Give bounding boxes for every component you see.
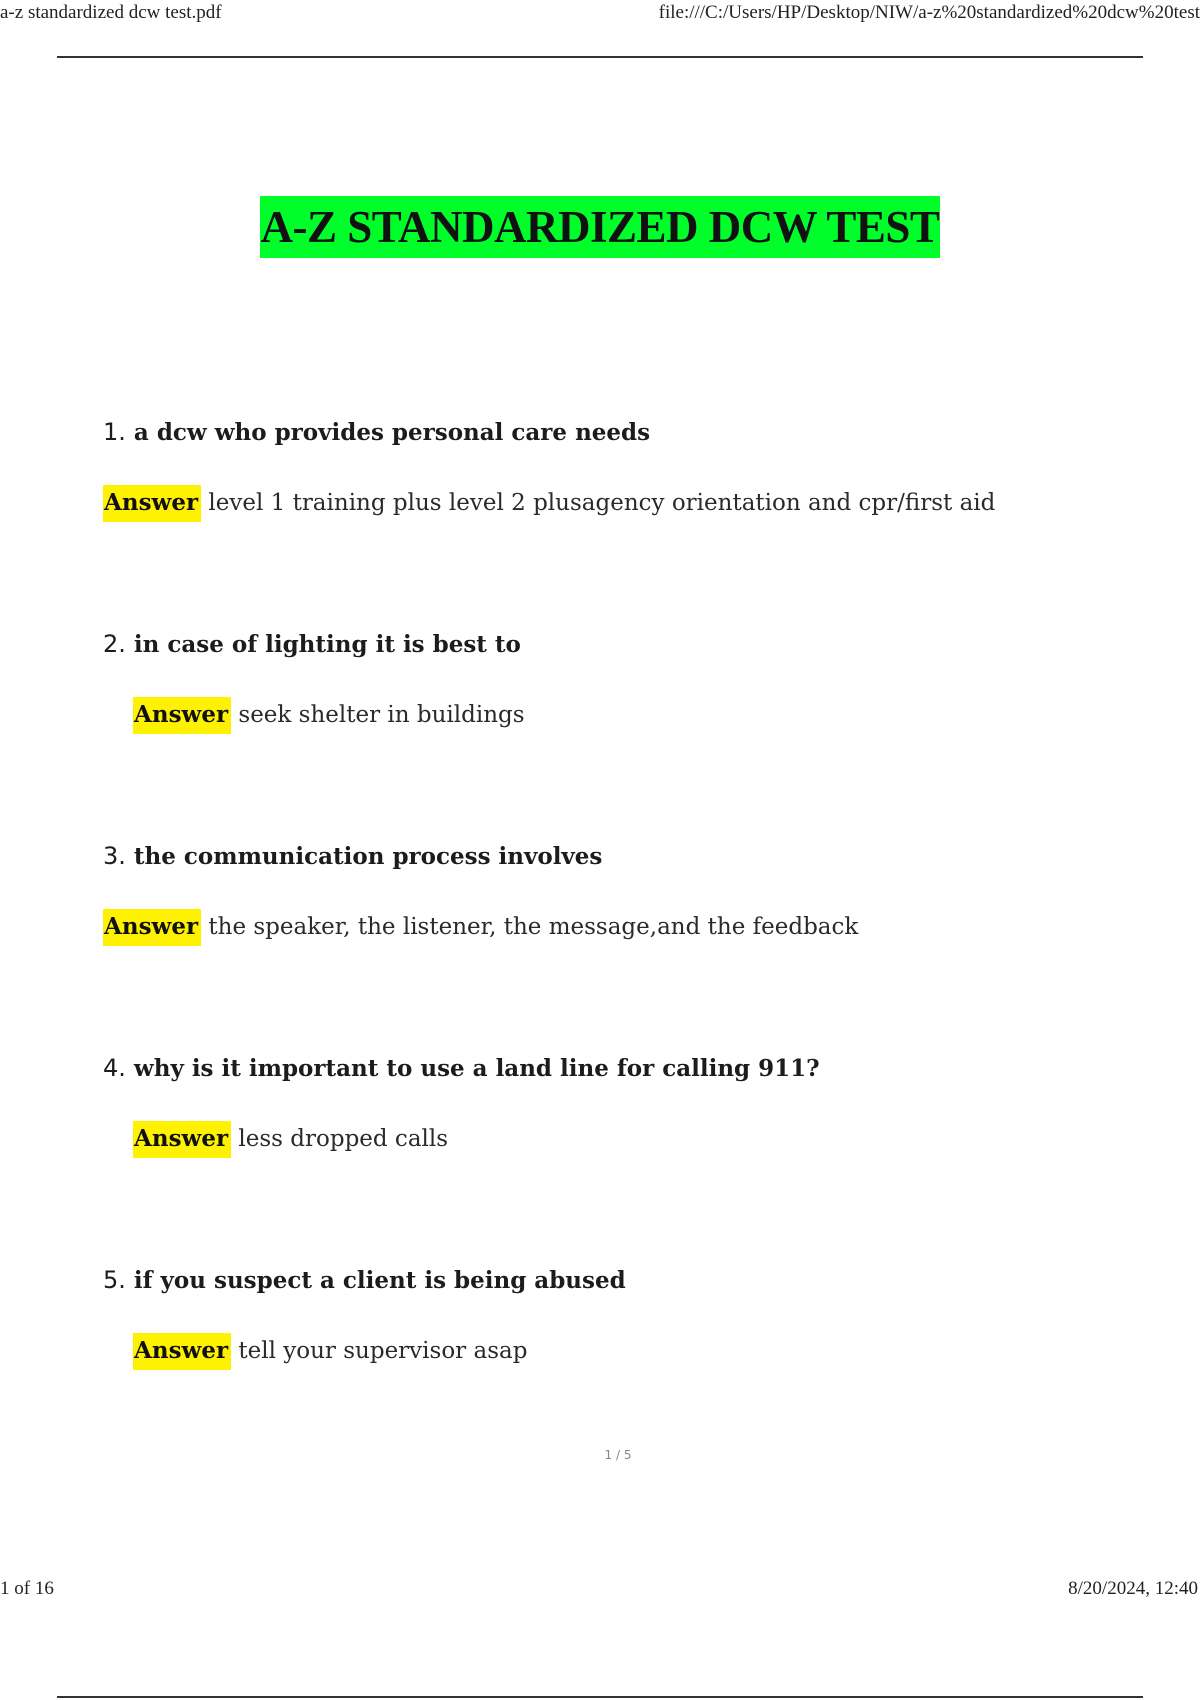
question-text: [103, 842, 602, 870]
question-label: in case of lighting it is best to: [133, 631, 521, 658]
print-footer: [0, 1576, 1200, 1602]
question-label: the communication process involves: [133, 843, 603, 870]
page-indicator: 1 / 5: [604, 1448, 632, 1462]
footer-divider: [57, 1696, 1143, 1698]
header-divider: [57, 56, 1143, 58]
question-label: if you suspect a client is being abused: [133, 1267, 626, 1294]
answer-line: [103, 489, 995, 516]
question-text: [103, 418, 650, 446]
question-label: a dcw who provides personal care needs: [133, 419, 651, 446]
answer-text: seek shelter in buildings: [238, 702, 525, 728]
question-number: 2.: [103, 630, 126, 658]
answer-line: [103, 913, 858, 940]
answer-label: Answer: [133, 697, 231, 734]
answer-line: [133, 1125, 448, 1152]
document-filename: a-z standardized dcw test.pdf: [0, 2, 222, 23]
answer-line: [133, 1337, 527, 1364]
question-label: why is it important to use a land line for calling 911?: [133, 1055, 820, 1082]
page-count: 1 of 16: [0, 1578, 54, 1599]
answer-text: level 1 training plus level 2 plusagency orientation and cpr/first aid: [208, 490, 996, 516]
answer-text: tell your supervisor asap: [238, 1338, 528, 1364]
question-number: 4.: [103, 1054, 126, 1082]
answer-line: [133, 701, 525, 728]
answer-text: less dropped calls: [238, 1126, 449, 1152]
question-text: [103, 1054, 820, 1082]
title-container: [0, 196, 1200, 258]
question-text: [103, 630, 521, 658]
question-number: 1.: [103, 418, 126, 446]
question-number: 5.: [103, 1266, 126, 1294]
answer-label: Answer: [133, 1333, 231, 1370]
answer-label: Answer: [103, 485, 201, 522]
print-datetime: 8/20/2024, 12:40: [1068, 1578, 1198, 1599]
answer-label: Answer: [103, 909, 201, 946]
answer-text: the speaker, the listener, the message,and the feedback: [208, 914, 859, 940]
answer-label: Answer: [133, 1121, 231, 1158]
question-text: [103, 1266, 626, 1294]
question-number: 3.: [103, 842, 126, 870]
document-title: A-Z STANDARDIZED DCW TEST: [260, 196, 941, 258]
document-url: file:///C:/Users/HP/Desktop/NIW/a-z%20standardized%20dcw%20test: [658, 2, 1200, 23]
print-header: [0, 0, 1200, 26]
